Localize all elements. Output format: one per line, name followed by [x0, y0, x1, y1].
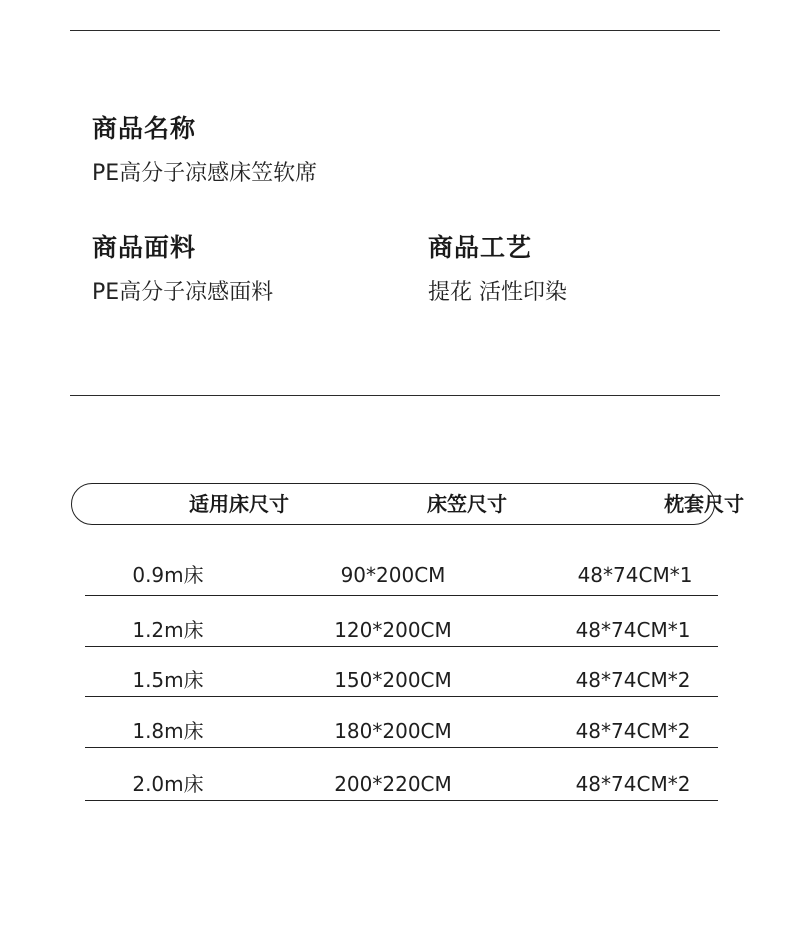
- bed-size-cell: 1.2m床: [132, 618, 204, 642]
- pillowcase-size-cell: 48*74CM*1: [577, 563, 693, 587]
- pillowcase-size-cell: 48*74CM*2: [575, 719, 691, 743]
- row-divider: [85, 696, 718, 697]
- table-row: [0, 666, 790, 718]
- fitted-sheet-size-cell: 90*200CM: [340, 563, 446, 587]
- row-divider: [85, 646, 718, 647]
- header-bed-size: 适用床尺寸: [189, 492, 289, 516]
- product-fabric-value: PE高分子凉感面料: [92, 280, 274, 305]
- table-row: [0, 616, 790, 668]
- product-name-value: PE高分子凉感床笠软席: [92, 161, 318, 186]
- row-divider: [85, 595, 718, 596]
- bed-size-cell: 0.9m床: [132, 563, 204, 587]
- header-fitted-sheet-size: 床笠尺寸: [427, 492, 507, 516]
- product-name-label: 商品名称: [92, 114, 197, 143]
- row-divider: [85, 747, 718, 748]
- pillowcase-size-cell: 48*74CM*1: [575, 618, 691, 642]
- fitted-sheet-size-cell: 200*220CM: [334, 772, 452, 796]
- table-row: [0, 717, 790, 769]
- product-fabric-label: 商品面料: [92, 233, 197, 262]
- row-divider: [85, 800, 718, 801]
- bed-size-cell: 1.8m床: [132, 719, 204, 743]
- top-divider: [70, 30, 720, 31]
- product-craft-label: 商品工艺: [428, 233, 533, 262]
- product-craft-value: 提花 活性印染: [428, 280, 567, 305]
- fitted-sheet-size-cell: 180*200CM: [334, 719, 452, 743]
- size-table-header: [71, 483, 744, 525]
- fitted-sheet-size-cell: 120*200CM: [334, 618, 452, 642]
- pillowcase-size-cell: 48*74CM*2: [575, 668, 691, 692]
- table-row: [0, 770, 790, 822]
- table-row: [0, 561, 790, 613]
- bed-size-cell: 2.0m床: [132, 772, 204, 796]
- header-pillowcase-size: 枕套尺寸: [664, 492, 744, 516]
- fitted-sheet-size-cell: 150*200CM: [334, 668, 452, 692]
- middle-divider: [70, 395, 720, 396]
- pillowcase-size-cell: 48*74CM*2: [575, 772, 691, 796]
- bed-size-cell: 1.5m床: [132, 668, 204, 692]
